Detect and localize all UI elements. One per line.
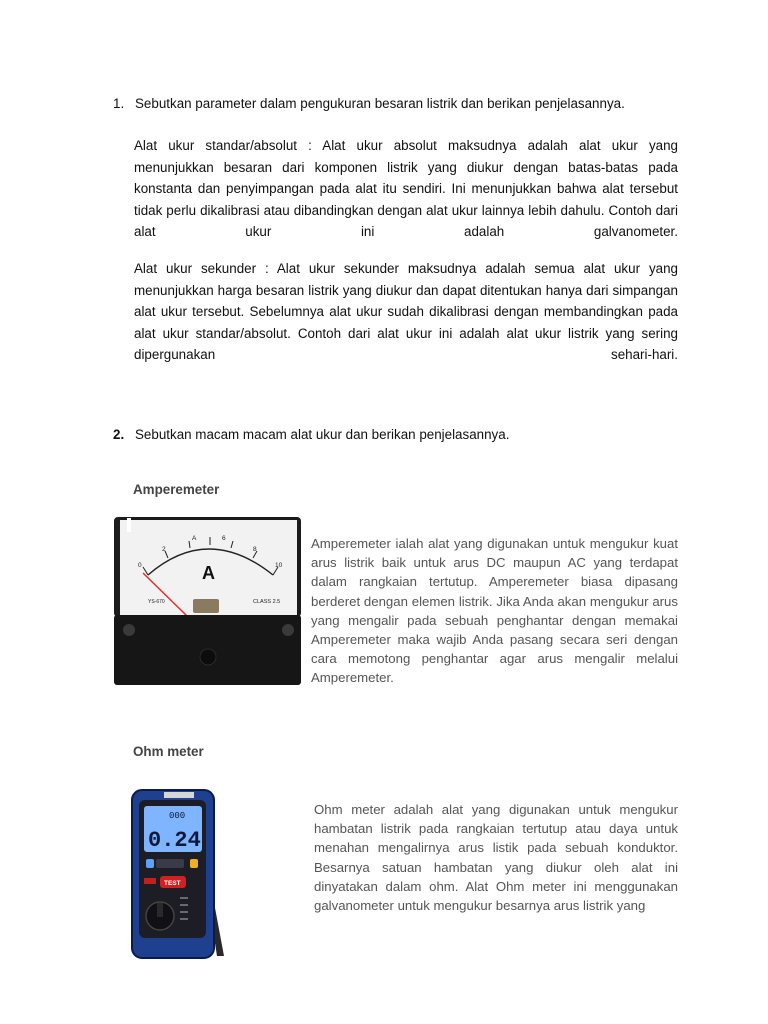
ohmmeter-illustration: [124, 786, 224, 962]
lcd-top-readout: 000: [169, 811, 186, 821]
question-2-number: 2.: [113, 427, 125, 442]
screw-left: [123, 624, 135, 636]
amperemeter-photo: [113, 515, 302, 686]
yellow-button: [190, 859, 198, 868]
question-1-number: 1.: [113, 96, 125, 111]
warning-label: [144, 878, 156, 884]
tick-label-6: 6: [222, 535, 226, 542]
top-label: [164, 792, 194, 798]
zero-adjust: [193, 599, 219, 613]
lcd-main-readout: 0.24: [148, 828, 201, 853]
ohmmeter-photo: [124, 786, 224, 962]
test-button-label: TEST: [164, 880, 181, 887]
ohmmeter-description: Ohm meter adalah alat yang digunakan untuk mengukur hambatan listrik pada rangkaian tertutup atau daya untuk menahan mengalirnya arus listik pada sebuah konduktor. Besarnya satuan hambatan yang diukur oleh alat ini dinyatakan dalam ohm. Alat Ohm meter ini menggunakan galvanometer untuk mengukur besarnya arus listrik yang: [314, 802, 678, 914]
unit-letter-a: A: [202, 563, 215, 583]
blue-button: [146, 859, 154, 868]
amperemeter-description: Amperemeter ialah alat yang digunakan untuk mengukur kuat arus listrik baik untuk arus DC maupun AC yang terdapat dalam rangkaian tertutup. Amperemeter biasa dipasang berderet dengan elemen listrik. Jika Anda akan mengukur arus yang mengalir pada sebuah penghantar dengan memakai Amperemeter maka wajib Anda pasang secara seri dengan cara memotong penghantar agar arus mengalir melalui Amperemeter.: [311, 536, 678, 686]
model-label: YS-670: [148, 599, 165, 605]
question-1-text: Sebutkan parameter dalam pengukuran besaran listrik dan berikan penjelasannya.: [135, 96, 625, 111]
tick-label-small-a: A: [192, 535, 197, 542]
screw-right: [282, 624, 294, 636]
tick-label-0: 0: [138, 562, 142, 569]
class-label: CLASS 2.5: [253, 599, 281, 605]
terminal: [200, 649, 216, 665]
tick-label-8: 8: [253, 546, 257, 553]
tick-label-2: 2: [162, 546, 166, 553]
corner-mark: [127, 518, 131, 532]
amperemeter-illustration: [113, 515, 302, 686]
ohmmeter-heading: Ohm meter: [133, 744, 204, 759]
question-2-text: Sebutkan macam macam alat ukur dan berikan penjelasannya.: [135, 427, 510, 442]
tick-label-10: 10: [275, 562, 283, 569]
amperemeter-heading: Amperemeter: [133, 482, 220, 497]
mode-button: [156, 859, 184, 868]
paragraph-secondary-meter: Alat ukur sekunder : Alat ukur sekunder maksudnya adalah semua alat ukur yang menunjukkan harga besaran listrik yang diukur dan dapat ditentukan hanya dari simpangan alat ukur tersebut. Sebelumnya alat ukur sudah dikalibrasi dengan membandingkan pada alat ukur standar/absolut. Contoh dari alat ukur ini adalah alat ukur listrik yang sering dipergunakan sehari-hari.: [134, 261, 678, 363]
switch-pointer: [157, 903, 163, 917]
paragraph-absolute-meter: Alat ukur standar/absolut : Alat ukur absolut maksudnya adalah alat ukur yang menunjukkan besaran dari komponen listrik yang diukur dengan batas-batas pada konstanta dan penyimpangan pada alat itu sendiri. Ini menunjukkan bahwa alat tersebut tidak perlu dikalibrasi atau dibandingkan dengan alat ukur lainnya lebih dahulu. Contoh dari alat ukur ini adalah galvanometer.: [134, 138, 678, 240]
